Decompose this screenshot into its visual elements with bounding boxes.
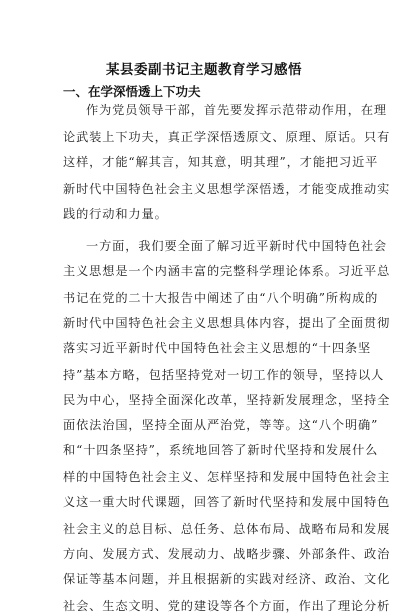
paragraph-line: 新时代中国特色社会主义思想学深悟透，才能变成推动实 xyxy=(63,182,391,196)
paragraph-line: 社会主义的总目标、总任务、总体布局、战略布局和发展 xyxy=(63,522,391,536)
paragraph-line: 方向、发展方式、发展动力、战略步骤、外部条件、政治 xyxy=(63,547,391,561)
paragraph-line: 践的行动和力量。 xyxy=(63,207,168,221)
paragraph-line: 一方面，我们要全面了解习近平新时代中国特色社会 xyxy=(86,239,388,253)
paragraph-line: 民为中心，坚持全面深化改革，坚持新发展理念，坚持全 xyxy=(63,393,391,407)
paragraph-line: 保证等基本问题，并且根据新的实践对经济、政治、文化 xyxy=(63,572,391,586)
section-heading: 一、在学深悟透上下功夫 xyxy=(63,84,201,99)
paragraph-line: 样的中国特色社会主义、怎样坚持和发展中国特色社会主 xyxy=(63,470,391,484)
paragraph-line: 新时代中国特色社会主义思想具体内容，提出了全面贯彻 xyxy=(63,316,391,330)
paragraph-line: 落实习近平新时代中国特色社会主义思想的“十四条坚 xyxy=(63,341,372,355)
document-title: 某县委副书记主题教育学习感悟 xyxy=(106,62,302,78)
paragraph-line: 面依法治国，坚持全面从严治党，等等。这“八个明确” xyxy=(63,418,379,432)
paragraph-line: 社会、生态文明、党的建设等各个方面，作出了理论分析 xyxy=(63,599,391,613)
paragraph-line: 论武装上下功夫，真正学深悟透原文、原理、原话。只有 xyxy=(63,130,391,144)
paragraph-line: 持”基本方略，包括坚持党对一切工作的领导，坚持以人 xyxy=(63,368,385,382)
paragraph-line: 主义思想是一个内涵丰富的完整科学理论体系。习近平总 xyxy=(63,264,391,278)
paragraph-line: 这样，才能“解其言，知其意，明其理”，才能把习近平 xyxy=(63,155,379,169)
paragraph-line: 作为党员领导干部，首先要发挥示范带动作用，在理 xyxy=(86,103,388,117)
paragraph-line: 义这一重大时代课题，回答了新时代坚持和发展中国特色 xyxy=(63,495,391,509)
paragraph-line: 书记在党的二十大报告中阐述了由“八个明确”所构成的 xyxy=(63,291,379,305)
paragraph-line: 和“十四条坚持”，系统地回答了新时代坚持和发展什么 xyxy=(63,443,379,457)
